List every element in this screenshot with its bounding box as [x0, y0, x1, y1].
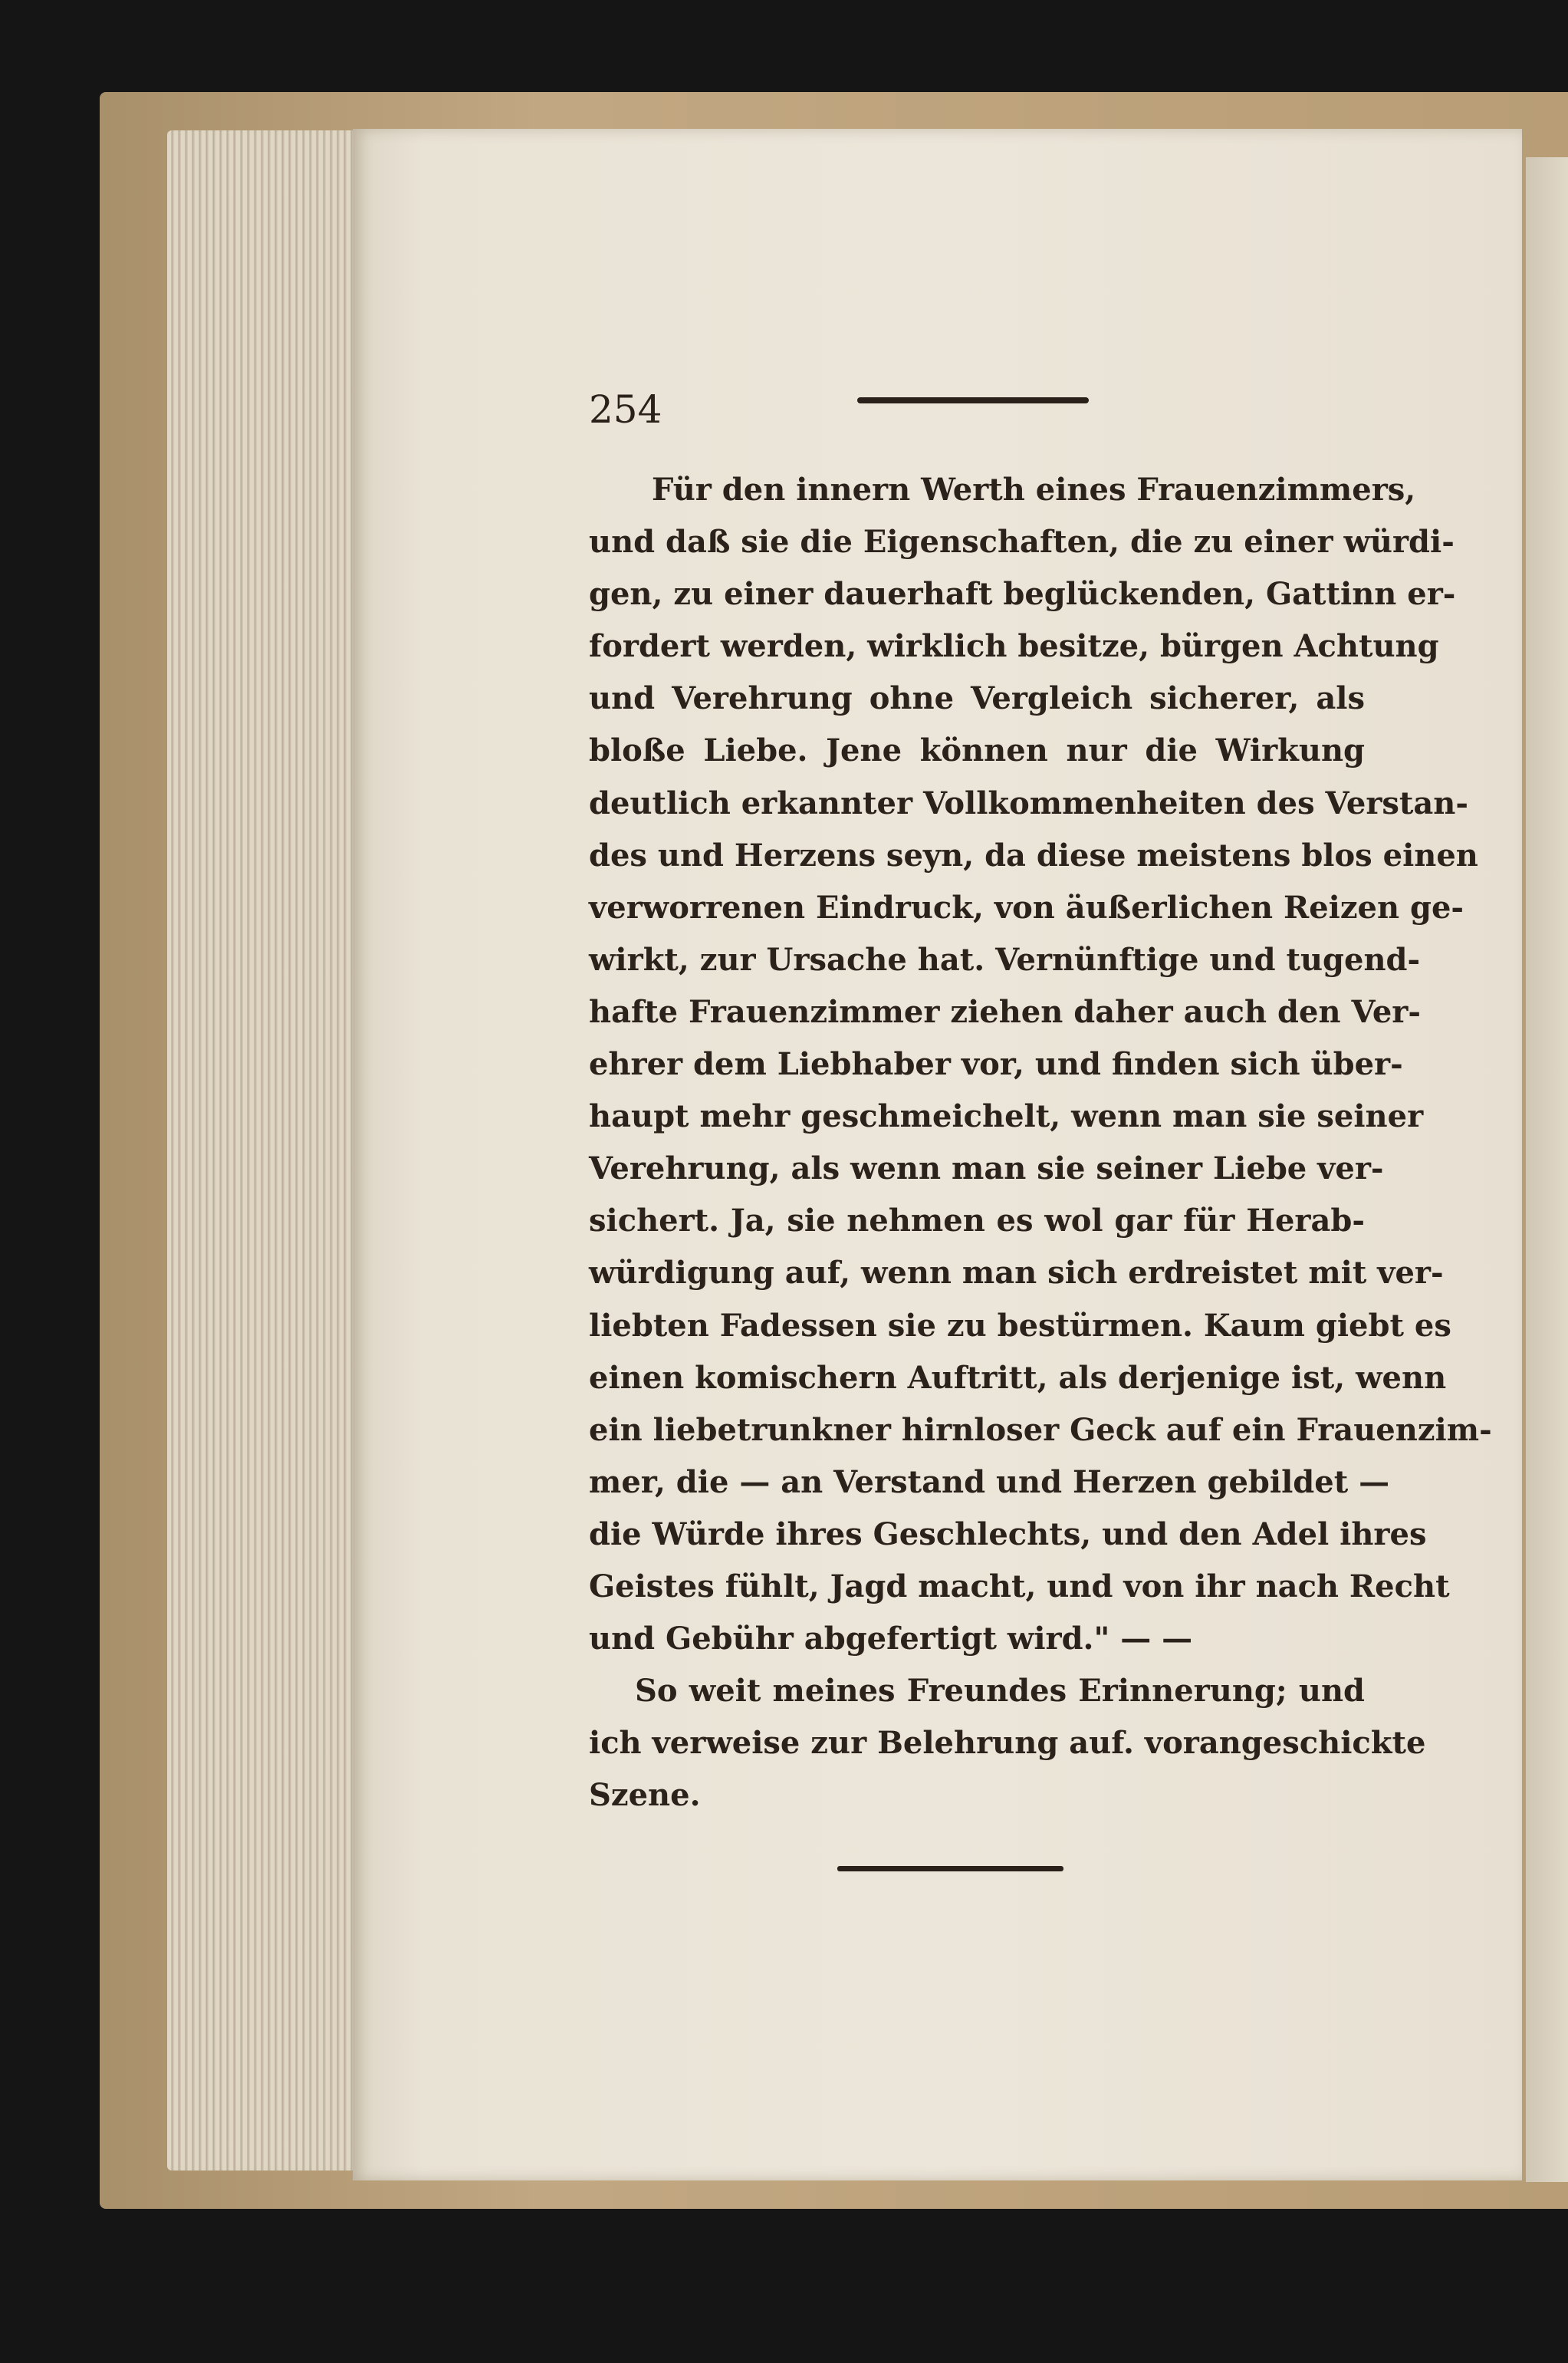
- text-line: und daß sie die Eigenschaften, die zu einer würdi-: [589, 524, 1455, 561]
- text-line: gen, zu einer dauerhaft beglückenden, Gattinn er-: [589, 576, 1456, 613]
- text-line: deutlich erkannter Vollkommenheiten des Verstan-: [589, 785, 1468, 821]
- text-line: haupt mehr geschmeichelt, wenn man sie seiner: [589, 1098, 1424, 1135]
- text-line: bloße Liebe. Jene können nur die Wirkung: [589, 732, 1365, 769]
- text-line: und Gebühr abgefertigt wird." — —: [589, 1621, 1193, 1657]
- text-line: des und Herzens seyn, da diese meistens blos einen: [589, 837, 1478, 874]
- text-line: Für den innern Werth eines Frauenzimmers,: [652, 472, 1416, 508]
- text-line: die Würde ihres Geschlechts, und den Adel ihres: [589, 1516, 1427, 1552]
- text-line: liebten Fadessen sie zu bestürmen. Kaum giebt es: [589, 1307, 1451, 1344]
- text-line: und Verehrung ohne Vergleich sicherer, als: [589, 680, 1365, 717]
- text-line: sichert. Ja, sie nehmen es wol gar für Herab-: [589, 1203, 1365, 1239]
- paragraph-1: [589, 464, 1492, 1665]
- text-line: hafte Frauenzimmer ziehen daher auch den Ver-: [589, 993, 1421, 1030]
- text-line: fordert werden, wirklich besitze, bürgen Achtung: [589, 628, 1439, 665]
- text-line: einen komischern Auftritt, als derjenige ist, wenn: [589, 1359, 1447, 1396]
- paragraph-2: [589, 1665, 1426, 1822]
- text-line: Verehrung, als wenn man sie seiner Liebe ver-: [589, 1150, 1384, 1187]
- text-line: wirkt, zur Ursache hat. Vernünftige und tugend-: [589, 941, 1421, 978]
- body-text: [589, 464, 1492, 1822]
- facing-page-edge: [1526, 157, 1568, 2182]
- text-line: So weit meines Freundes Erinnerung; und: [635, 1673, 1365, 1710]
- text-line: ich verweise zur Belehrung auf. vorangeschickte: [589, 1725, 1426, 1762]
- page-number: 254: [589, 387, 662, 432]
- text-line: ehrer dem Liebhaber vor, und finden sich über-: [589, 1046, 1403, 1083]
- text-line: verworrenen Eindruck, von äußerlichen Reizen ge-: [589, 889, 1464, 926]
- header-rule: [857, 397, 1089, 403]
- closing-rule: [837, 1866, 1063, 1871]
- page-stack-edge: [167, 130, 359, 2170]
- text-line: würdigung auf, wenn man sich erdreistet mit ver-: [589, 1255, 1444, 1292]
- text-line: ein liebetrunkner hirnloser Geck auf ein Frauenzim-: [589, 1411, 1492, 1448]
- text-line: Szene.: [589, 1777, 701, 1814]
- text-line: Geistes fühlt, Jagd macht, und von ihr nach Recht: [589, 1568, 1450, 1604]
- text-line: mer, die — an Verstand und Herzen gebildet —: [589, 1463, 1390, 1500]
